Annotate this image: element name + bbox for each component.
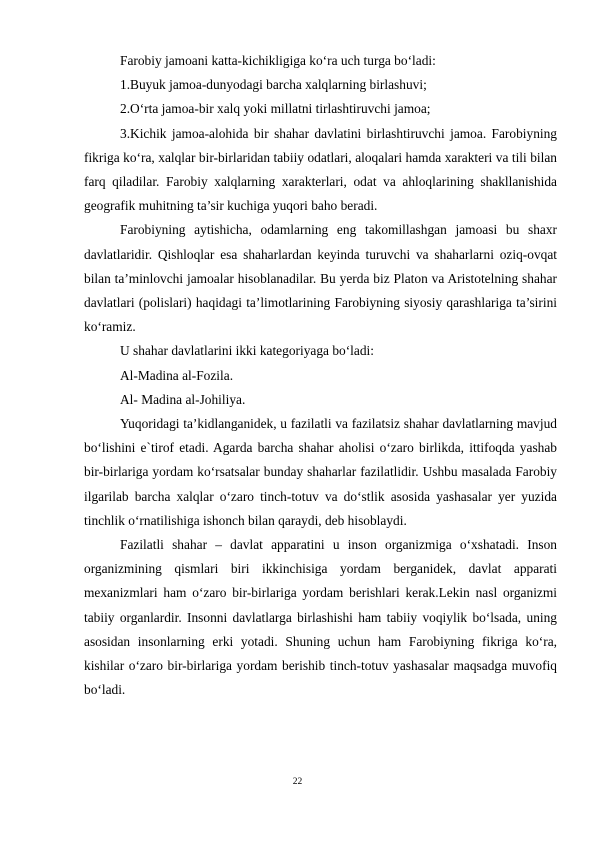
list-item-2: 2.O‘rta jamoa-bir xalq yoki millatni tirlashtiruvchi jamoa; <box>120 101 431 117</box>
category-item-2: Al- Madina al-Johiliya. <box>120 391 246 407</box>
paragraph-state-apparatus: Fazilatli shahar – davlat apparatini u inson organizmiga o‘xshatadi. Inson organizmining qismlari biri ikkinchisiga yordam berganidek, davlat apparati mexanizmlari ham o‘zaro bir-birlariga yordam berishlari kerak.Lekin nasl organizmi tabiiy organlardir. Insonni davlatlarga birlashishi ham tabiiy voqiylik bo‘lsada, uning asosidan insonlarning erki yotadi. Shuning uchun ham Farobiyning fikriga ko‘ra, kishilar o‘zaro bir-birlariga yordam berishib tinch-totuv yashasalar maqsadga muvofiq bo‘ladi. <box>84 537 557 698</box>
paragraph-city-states: Farobiyning aytishicha, odamlarning eng takomillashgan jamoasi bu shaxr davlatlaridir. Qishloqlar esa shaharlardan keyinda turuvchi va shaharlarni oziq-ovqat bilan ta’minlovchi jamoalar hisoblanadilar. Bu yerda biz Platon va Aristotelning shahar davlatlari (polislari) haqidagi ta’limotlarining Farobiyning siyosiy qarashlariga ta’sirini ko‘ramiz. <box>84 222 557 335</box>
paragraph-intro: Farobiy jamoani katta-kichikligiga ko‘ra uch turga bo‘ladi: <box>120 53 436 68</box>
paragraph-categories: U shahar davlatlarini ikki kategoriyaga bo‘ladi: <box>120 343 374 359</box>
list-item-3: 3.Kichik jamoa-alohida bir shahar davlatini birlashtiruvchi jamoa. Farobiyning fikriga ko‘ra, xalqlar bir-birlaridan tabiiy odatlari, aloqalari hamda xarakteri va tili bilan farq qiladilar. Farobiy xalqlarning xarakterlari, odat va ahloqlarining shakllanishida geografik muhitning ta’sir kuchiga yuqori baho beradi. <box>84 125 557 214</box>
list-item-1: 1.Buyuk jamoa-dunyodagi barcha xalqlarning birlashuvi; <box>120 77 427 93</box>
document-page <box>84 49 557 702</box>
paragraph-virtuous-cities: Yuqoridagi ta’kidlanganidek, u fazilatli va fazilatsiz shahar davlatlarning mavjud bo‘lishini e`tirof etadi. Agarda barcha shahar aholisi o‘zaro birlikda, ittifoqda yashab bir-birlariga yordam ko‘rsatsalar bunday shaharlar fazilatlidir. Ushbu masalada Farobiy ilgarilab barcha xalqlar o‘zaro tinch-totuv va do‘stlik asosida yashasalar yer yuzida tinchlik o‘rnatilishiga ishonch bilan qaraydi, deb hisoblaydi. <box>84 416 557 528</box>
category-item-1: Al-Madina al-Fozila. <box>120 367 234 383</box>
page-number: 22 <box>292 777 303 787</box>
